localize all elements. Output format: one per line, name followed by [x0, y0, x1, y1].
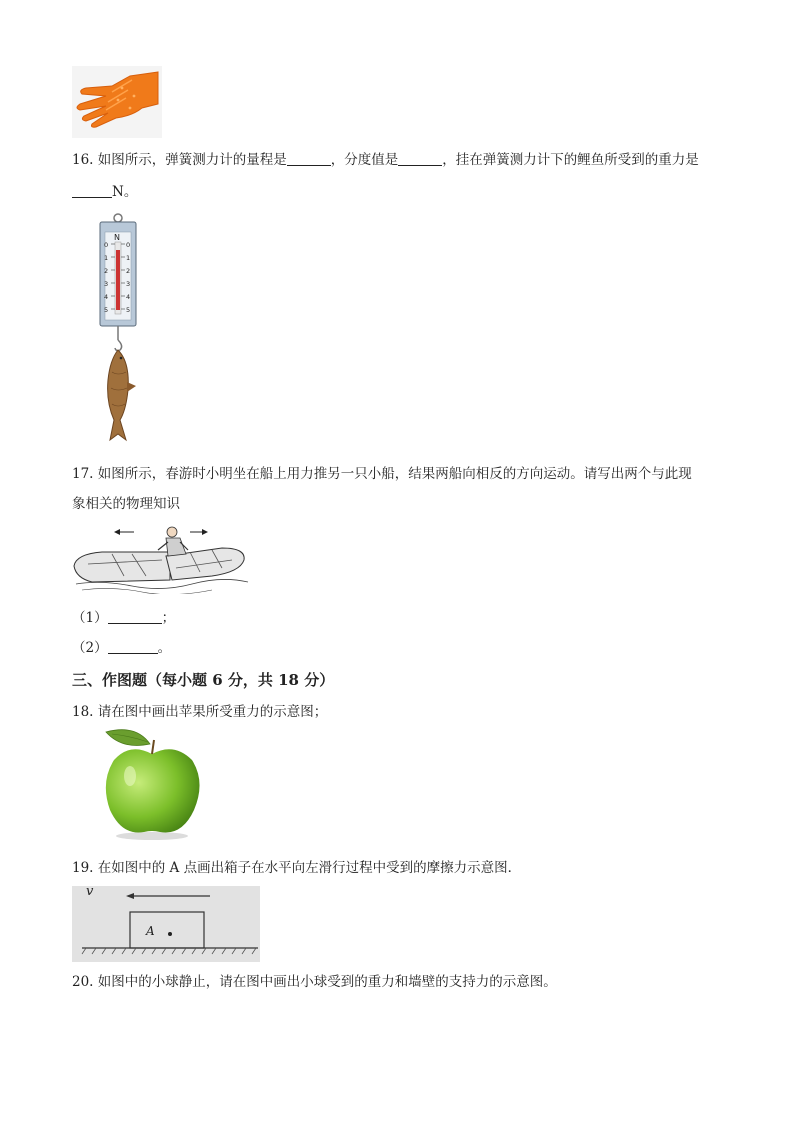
scale-unit: N [114, 233, 120, 242]
boats-figure [72, 520, 250, 594]
tick-label: 0 [104, 241, 109, 249]
question-17-answer-1: （1） ； [72, 610, 176, 626]
box-figure [72, 886, 260, 962]
question-17-line2: 象相关的物理知识 [72, 496, 180, 512]
tick-label: 3 [126, 280, 131, 288]
tick-label: 4 [104, 293, 109, 301]
tick-label: 2 [104, 267, 109, 275]
question-16-line2: N。 [72, 182, 137, 202]
tick-label: 2 [126, 267, 131, 275]
section-3-heading: 三、作图题（每小题 6 分，共 18 分） [72, 671, 335, 689]
question-19: 19. 在如图中的 A 点画出箱子在水平向左滑行过程中受到的摩擦力示意图． [72, 860, 522, 876]
point-a-label: A [146, 924, 155, 938]
answer-blank[interactable] [72, 183, 112, 198]
question-16-line1: 16. 如图所示，弹簧测力计的量程是 ，分度值是 ，挂在弹簧测力计下的鲤鱼所受到的重力是 [72, 152, 699, 168]
tick-label: 5 [104, 306, 109, 314]
answer-blank[interactable] [287, 151, 331, 166]
question-20: 20. 如图中的小球静止，请在图中画出小球受到的重力和墙壁的支持力的示意图。 [72, 974, 557, 990]
answer-blank[interactable] [108, 609, 162, 624]
answer-blank[interactable] [108, 639, 158, 654]
question-17-line1: 17. 如图所示，春游时小明坐在船上用力推另一只小船，结果两船向相反的方向运动。请写出两个与此现 [72, 466, 692, 482]
tick-label: 1 [126, 254, 131, 262]
answer-blank[interactable] [398, 151, 442, 166]
tick-label: 0 [126, 241, 131, 249]
question-18: 18. 请在图中画出苹果所受重力的示意图； [72, 704, 328, 720]
tick-label: 3 [104, 280, 109, 288]
apple-figure [100, 724, 204, 842]
question-17-answer-2: （2） 。 [72, 640, 172, 656]
glove-image [72, 66, 162, 138]
scale-ticks-left [104, 239, 108, 317]
tick-label: 4 [126, 293, 131, 301]
velocity-label: v [86, 884, 94, 899]
scale-ticks-right [126, 239, 130, 317]
tick-label: 5 [126, 306, 131, 314]
tick-label: 1 [104, 254, 109, 262]
